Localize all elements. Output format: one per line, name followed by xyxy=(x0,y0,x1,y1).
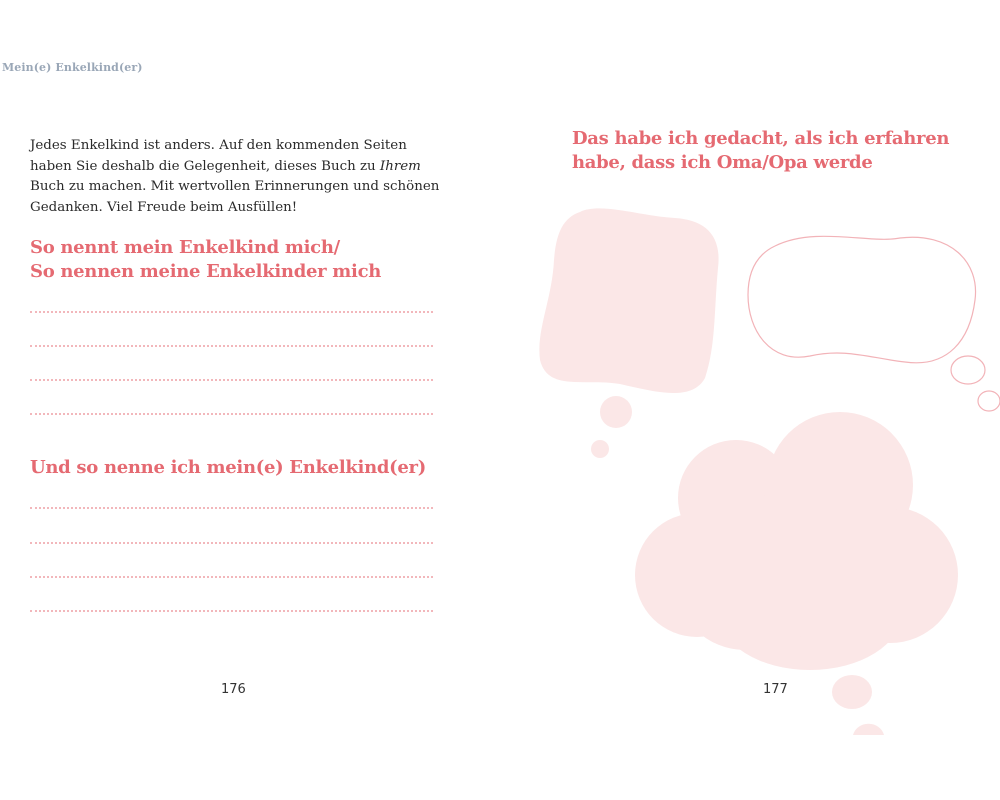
heading-line: So nennt mein Enkelkind mich/ xyxy=(30,237,340,258)
thought-bubble-dot xyxy=(951,356,985,384)
intro-emphasis: Ihrem xyxy=(379,158,421,174)
thought-bubble-blob[interactable] xyxy=(539,208,718,393)
intro-line: Gedanken. Viel Freude beim Ausfüllen! xyxy=(30,199,298,215)
heading-line: habe, dass ich Oma/Opa werde xyxy=(572,152,873,173)
intro-line: Jedes Enkelkind ist anders. Auf den kommenden Seiten xyxy=(30,138,407,153)
running-head: Mein(e) Enkelkind(er) xyxy=(2,61,143,74)
thought-bubble-dot xyxy=(853,724,884,735)
page-number-right: 177 xyxy=(763,682,788,697)
intro-line-text: haben Sie deshalb die Gelegenheit, dieses Buch zu xyxy=(30,158,380,174)
thought-bubble-dot xyxy=(600,396,632,428)
page-number-left: 176 xyxy=(221,682,246,697)
heading-line: So nennen meine Enkelkinder mich xyxy=(30,261,382,282)
heading-line: Das habe ich gedacht, als ich erfahren xyxy=(572,128,950,149)
thought-bubble-dot xyxy=(832,675,872,709)
intro-line: Buch zu machen. Mit wertvollen Erinnerungen und schönen xyxy=(30,179,440,194)
thought-bubble-dot xyxy=(978,391,1000,411)
thought-bubble-cloud[interactable] xyxy=(635,412,958,670)
thought-bubble-outline[interactable] xyxy=(748,236,976,363)
thought-bubble-dot xyxy=(591,440,609,458)
heading-grandchild-name: Und so nenne ich mein(e) Enkelkind(er) xyxy=(30,457,426,478)
